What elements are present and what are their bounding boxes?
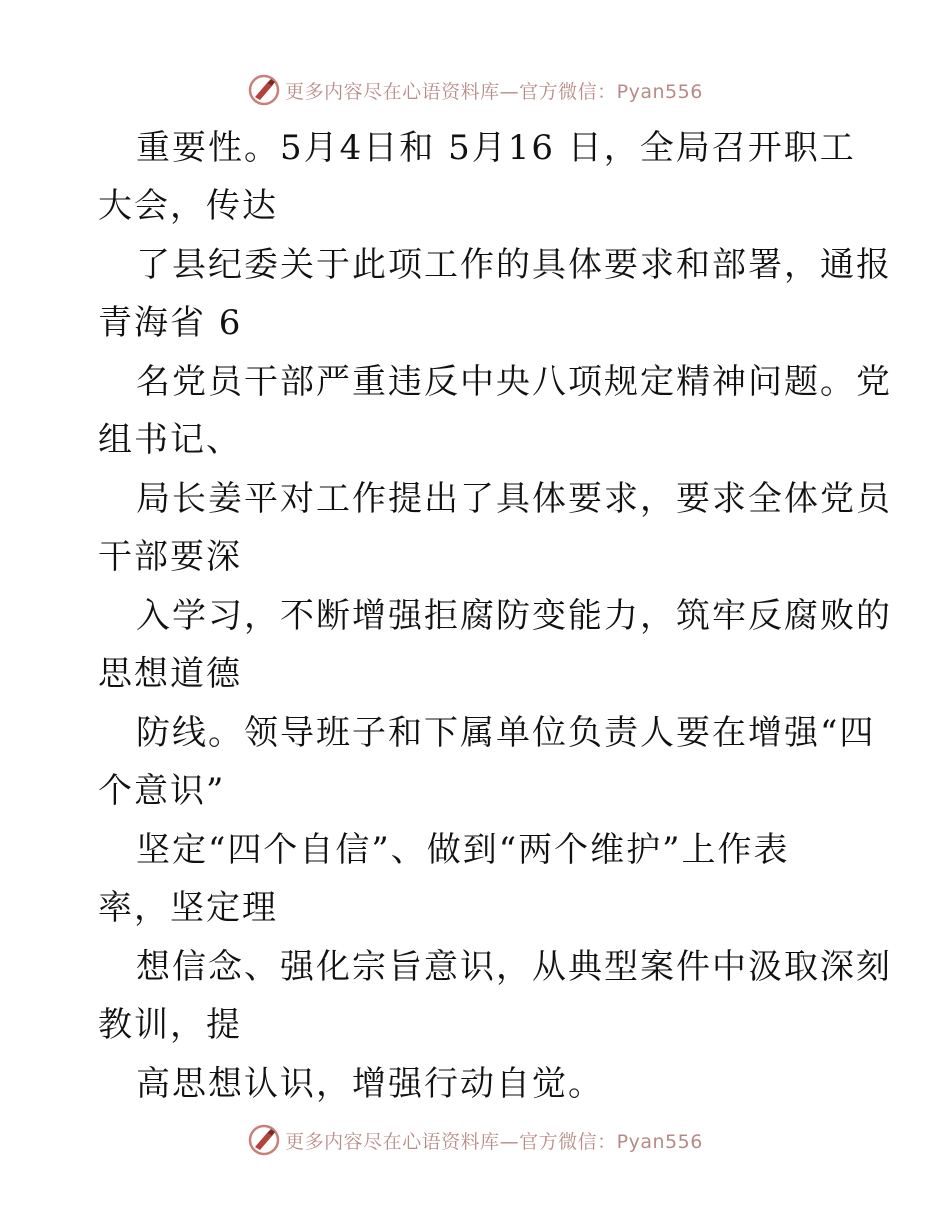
footer-watermark [0,1120,950,1160]
text-line: 青海省 6 [98,303,243,343]
text-line: 坚定“四个自信”、做到“两个维护”上作表 [136,830,790,870]
text-line: 高思想认识，增强行动自觉。 [136,1064,604,1104]
text-line: 思想道德 [98,654,242,694]
text-line: 入学习，不断增强拒腐防变能力，筑牢反腐败的 [136,596,892,636]
text-line: 局长姜平对工作提出了具体要求，要求全体党员 [136,479,892,519]
text-line: 想信念、强化宗旨意识，从典型案件中汲取深刻 [136,947,892,987]
watermark-text: 更多内容尽在心语资料库—官方微信：Pyan556 [285,1130,703,1153]
pen-logo-icon [247,73,281,107]
text-line: 组书记、 [98,420,242,460]
text-line: 个意识” [98,771,226,811]
text-line: 重要性。5月4日和 5月16 日，全局召开职工 [136,128,856,168]
text-line: 防线。领导班子和下属单位负责人要在增强“四 [136,713,876,753]
text-line: 干部要深 [98,537,242,577]
text-line: 名党员干部严重违反中央八项规定精神问题。党 [136,362,892,402]
text-line: 大会，传达 [98,186,278,226]
header-watermark [0,70,950,110]
text-line: 教训，提 [98,1005,242,1045]
text-line: 了县纪委关于此项工作的具体要求和部署，通报 [136,245,892,285]
text-line: 率，坚定理 [98,888,278,928]
pen-logo-icon [247,1123,281,1157]
watermark-text: 更多内容尽在心语资料库—官方微信：Pyan556 [285,80,703,103]
